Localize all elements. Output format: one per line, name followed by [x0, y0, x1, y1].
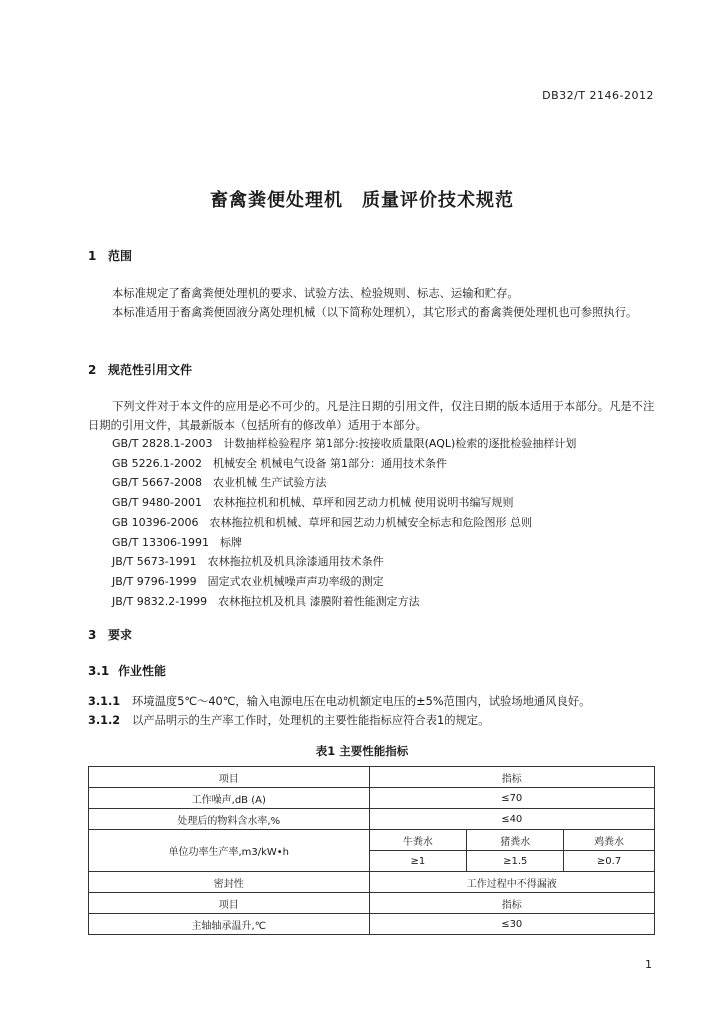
reference-item: JB/T 9796-1999 固定式农业机械噪声声功率级的测定: [112, 574, 384, 588]
table-row: [89, 893, 655, 914]
table-header-cell: 指标: [369, 893, 655, 914]
page-number: 1: [645, 958, 652, 971]
table-cell: 工作过程中不得漏液: [369, 872, 655, 893]
reference-item: JB/T 5673-1991 农林拖拉机及机具涂漆通用技术条件: [112, 555, 384, 569]
table-cell: 处理后的物料含水率,%: [89, 809, 370, 830]
clause-number: 3.1.2: [88, 714, 121, 727]
table-row: [89, 914, 655, 935]
table-subheader-cell: 牛粪水: [369, 830, 467, 851]
section-2-heading: [88, 361, 192, 378]
table-cell: 单位功率生产率,m3/kW•h: [89, 830, 370, 872]
table-header-cell: 项目: [89, 893, 370, 914]
clause-3-1-1: [88, 693, 590, 709]
section-2-intro: 下列文件对于本文件的应用是必不可少的。凡是注日期的引用文件，仅注日期的版本适用于本部分。凡是不注日期的引用文件，其最新版本（包括所有的修改单）适用于本部分。: [88, 400, 655, 432]
table-subheader-cell: 鸡粪水: [564, 830, 655, 851]
clause-number: 3.1.1: [88, 695, 121, 708]
table-header-cell: 项目: [89, 767, 370, 788]
section-3-1-number: 3.1: [88, 664, 110, 678]
section-3-number: 3: [88, 628, 97, 642]
section-1-title: 范围: [108, 249, 133, 263]
table-cell: ≥1.5: [467, 851, 564, 872]
table-row: [89, 788, 655, 809]
performance-table: [88, 766, 655, 935]
table-cell: ≤40: [369, 809, 655, 830]
section-2-number: 2: [88, 363, 97, 377]
reference-item: GB/T 13306-1991 标牌: [112, 535, 242, 549]
section-1-paragraph-2: 本标准适用于畜禽粪便固液分离处理机械（以下简称处理机），其它形式的畜禽粪便处理机也可参照执行。: [112, 306, 638, 319]
table-cell: ≤70: [369, 788, 655, 809]
table-cell: ≥0.7: [564, 851, 655, 872]
reference-item: GB/T 9480-2001 农林拖拉机和机械、草坪和园艺动力机械 使用说明书编写规则: [112, 496, 514, 510]
table-row: [89, 767, 655, 788]
reference-item: GB/T 5667-2008 农业机械 生产试验方法: [112, 476, 327, 490]
table-row: [89, 830, 655, 851]
table-cell: ≤30: [369, 914, 655, 935]
reference-item: GB 10396-2006 农林拖拉机和机械、草坪和园艺动力机械安全标志和危险图形 总则: [112, 515, 533, 529]
table-row: [89, 809, 655, 830]
table-cell: 主轴轴承温升,℃: [89, 914, 370, 935]
clause-text: 环境温度5℃～40℃，输入电源电压在电动机额定电压的±5%范围内，试验场地通风良好。: [132, 695, 591, 708]
table-cell: 密封性: [89, 872, 370, 893]
section-3-title: 要求: [108, 628, 133, 642]
reference-item: JB/T 9832.2-1999 农林拖拉机及机具 漆膜附着性能测定方法: [112, 594, 420, 608]
section-3-1-title: 作业性能: [118, 664, 167, 678]
section-3-heading: [88, 626, 132, 643]
table-cell: ≥1: [369, 851, 467, 872]
reference-item: GB 5226.1-2002 机械安全 机械电气设备 第1部分：通用技术条件: [112, 456, 448, 470]
section-3-1-heading: [88, 662, 166, 679]
table-header-cell: 指标: [369, 767, 655, 788]
table-caption: 表1 主要性能指标: [315, 744, 409, 758]
reference-item: GB/T 2828.1-2003 计数抽样检验程序 第1部分:按接收质量限(AQL)检索的逐批检验抽样计划: [112, 437, 577, 450]
table-cell: 工作噪声,dB (A): [89, 788, 370, 809]
section-1-heading: [88, 247, 132, 264]
table-row: [89, 872, 655, 893]
section-1-number: 1: [88, 249, 97, 263]
standard-code: DB32/T 2146-2012: [542, 89, 654, 102]
section-1-paragraph-1: 本标准规定了畜禽粪便处理机的要求、试验方法、检验规则、标志、运输和贮存。: [112, 287, 519, 300]
reference-list: [112, 434, 576, 611]
document-title: 畜禽粪便处理机 质量评价技术规范: [210, 190, 514, 211]
clause-text: 以产品明示的生产率工作时，处理机的主要性能指标应符合表1的规定。: [132, 714, 490, 727]
clause-3-1-2: [88, 712, 489, 728]
table-subheader-cell: 猪粪水: [467, 830, 564, 851]
section-2-title: 规范性引用文件: [108, 363, 193, 377]
